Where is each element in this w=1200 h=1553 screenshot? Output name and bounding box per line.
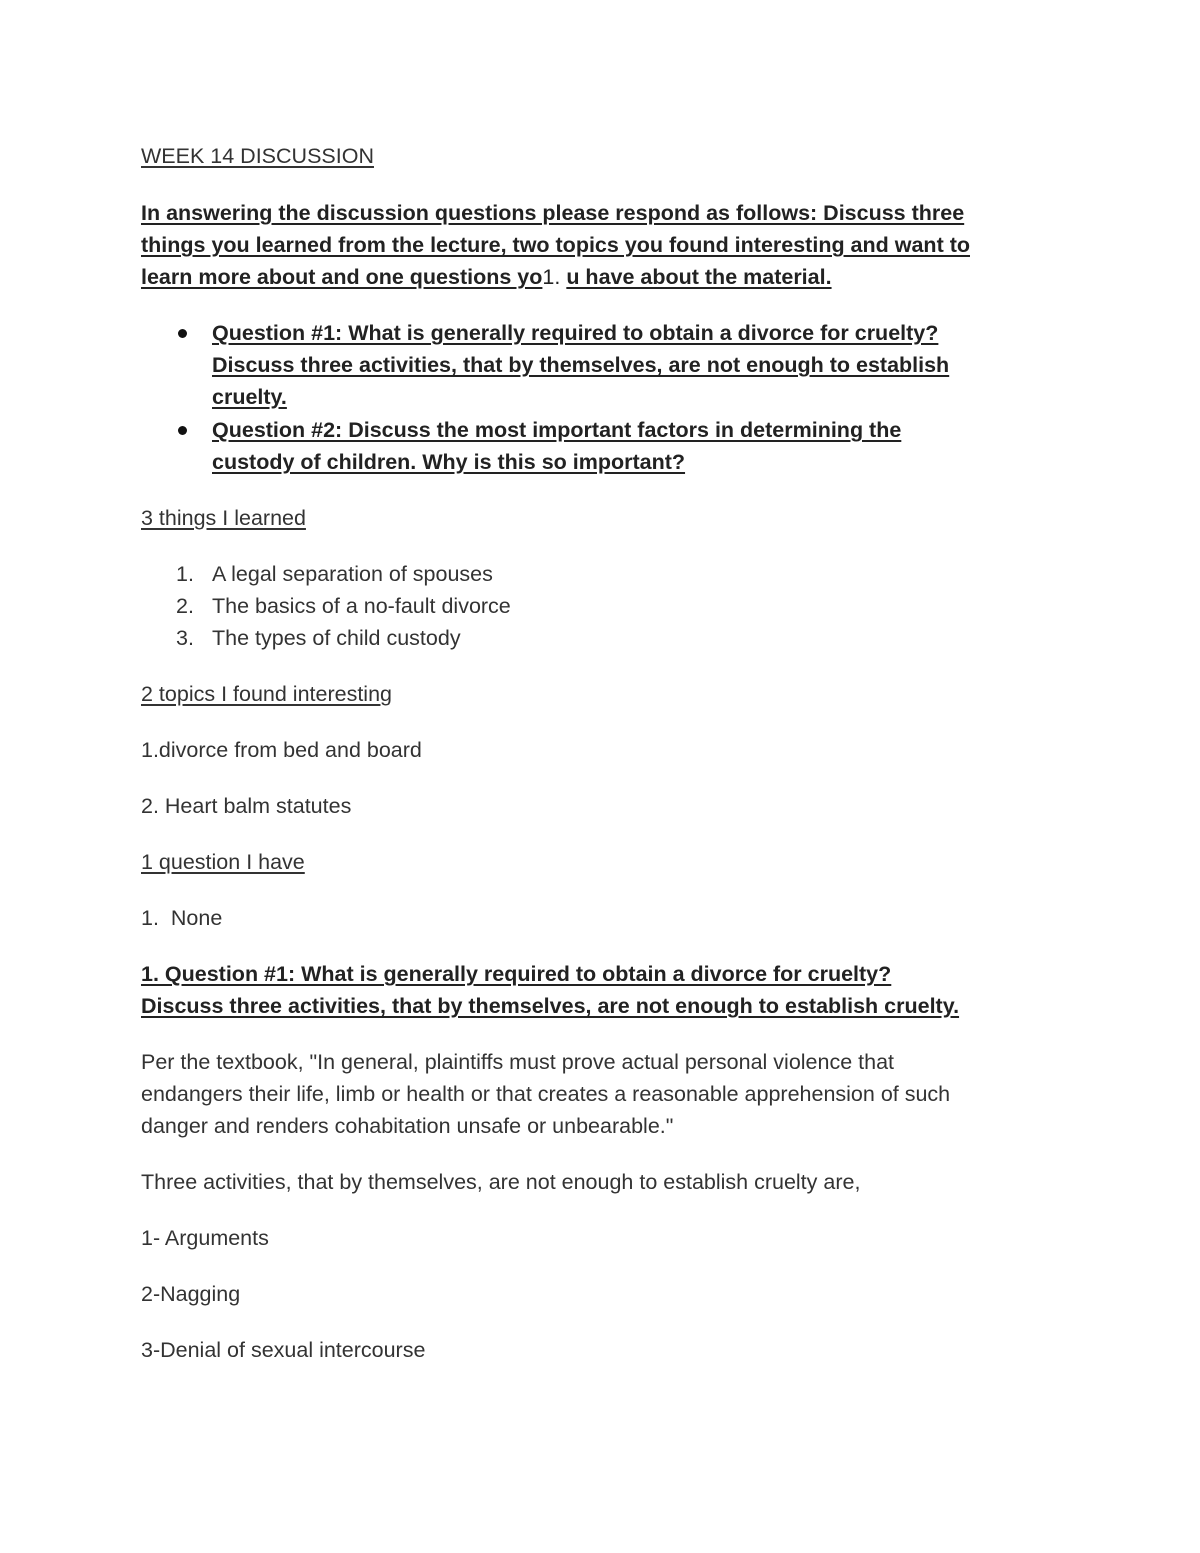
answer1-paragraph-line-3: danger and renders cohabitation unsafe or unbearable." bbox=[141, 1114, 674, 1138]
question-item-1: 1. None bbox=[141, 906, 223, 930]
learned-item-1-number: 1. bbox=[176, 562, 194, 586]
instructions-line-3 bbox=[141, 261, 832, 293]
answer1-paragraph-line-1: Per the textbook, "In general, plaintiffs must prove actual personal violence that bbox=[141, 1050, 895, 1074]
bullet-2-line-1: Question #2: Discuss the most important factors in determining the bbox=[212, 418, 902, 442]
learned-item-2: The basics of a no-fault divorce bbox=[212, 594, 511, 618]
answer1-list-item-3: 3-Denial of sexual intercourse bbox=[141, 1338, 426, 1362]
learned-item-2-number: 2. bbox=[176, 594, 194, 618]
bullet-2-dot-icon bbox=[178, 426, 187, 435]
learned-item-1: A legal separation of spouses bbox=[212, 562, 493, 586]
bullet-1-line-2: Discuss three activities, that by themselves, are not enough to establish bbox=[212, 353, 950, 377]
instructions-line-3-part-c: u have about the material. bbox=[566, 265, 832, 289]
answer1-heading-line-1: 1. Question #1: What is generally required to obtain a divorce for cruelty? bbox=[141, 962, 892, 986]
answer1-list-item-2: 2-Nagging bbox=[141, 1282, 241, 1306]
bullet-1-dot-icon bbox=[178, 329, 187, 338]
instructions-line-2: things you learned from the lecture, two topics you found interesting and want to bbox=[141, 233, 970, 257]
learned-item-3: The types of child custody bbox=[212, 626, 461, 650]
instructions-line-3-part-b: 1. bbox=[542, 265, 561, 289]
answer1-intro: Three activities, that by themselves, are not enough to establish cruelty are, bbox=[141, 1170, 861, 1194]
answer1-paragraph-line-2: endangers their life, limb or health or that creates a reasonable apprehension of such bbox=[141, 1082, 951, 1106]
bullet-2-line-2: custody of children. Why is this so important? bbox=[212, 450, 686, 474]
question-heading: 1 question I have bbox=[141, 850, 305, 874]
interesting-item-1: 1.divorce from bed and board bbox=[141, 738, 422, 762]
learned-heading: 3 things I learned bbox=[141, 506, 306, 530]
interesting-item-2: 2. Heart balm statutes bbox=[141, 794, 352, 818]
answer1-list-item-1: 1- Arguments bbox=[141, 1226, 269, 1250]
answer1-heading-line-2: Discuss three activities, that by themselves, are not enough to establish cruelty. bbox=[141, 994, 960, 1018]
bullet-1-line-3: cruelty. bbox=[212, 385, 287, 409]
bullet-1-line-1: Question #1: What is generally required to obtain a divorce for cruelty? bbox=[212, 321, 939, 345]
instructions-line-3-part-a: learn more about and one questions yo bbox=[141, 265, 543, 289]
instructions-line-1: In answering the discussion questions please respond as follows: Discuss three bbox=[141, 201, 965, 225]
interesting-heading: 2 topics I found interesting bbox=[141, 682, 392, 706]
learned-item-3-number: 3. bbox=[176, 626, 194, 650]
document-title: WEEK 14 DISCUSSION bbox=[141, 144, 374, 168]
